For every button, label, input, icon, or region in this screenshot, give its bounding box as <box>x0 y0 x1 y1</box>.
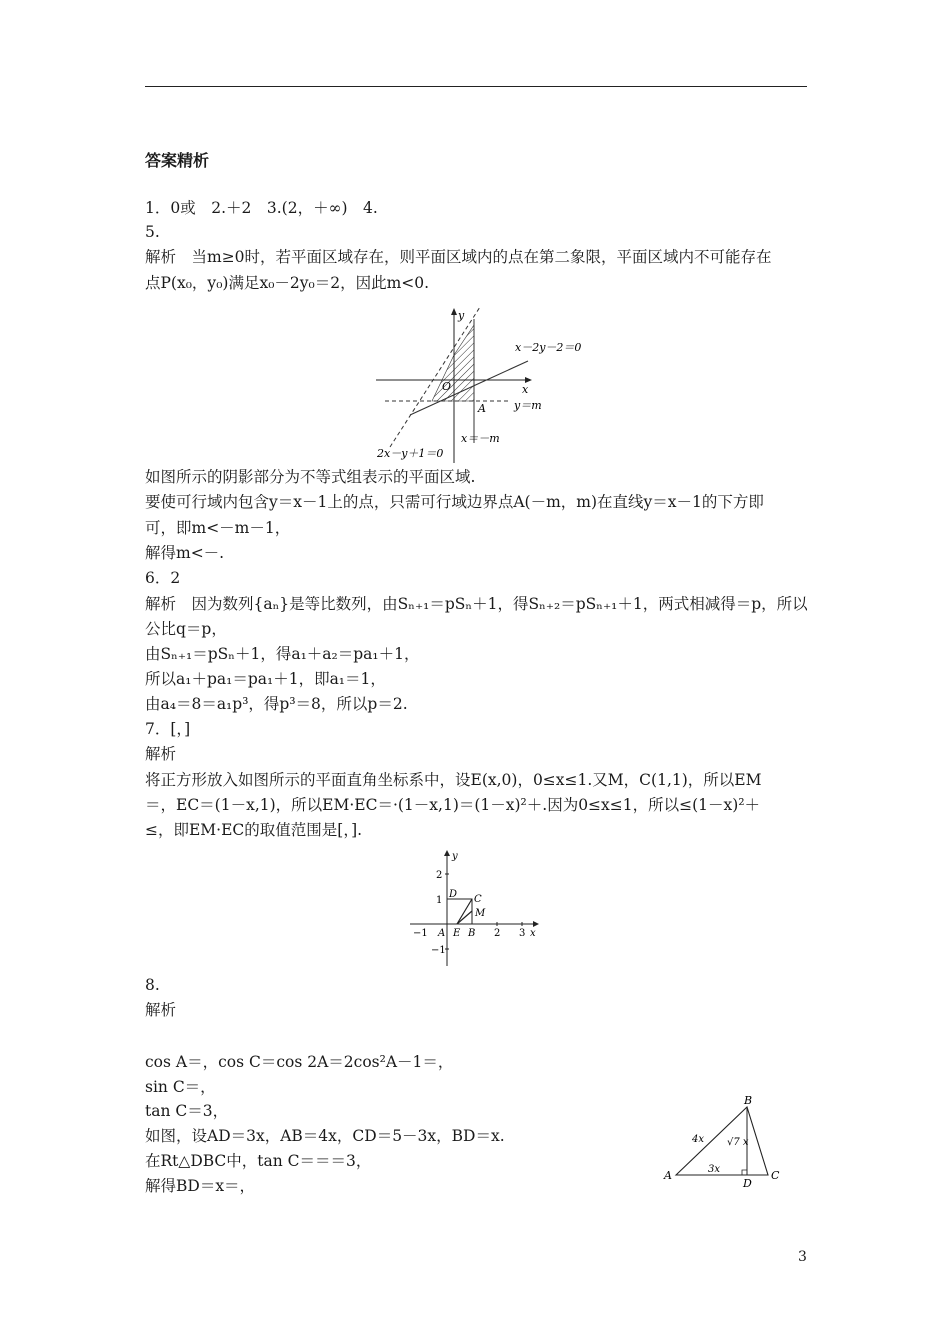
shaded-region <box>432 325 474 401</box>
point-m-label: M <box>475 908 486 919</box>
point-a-label: A <box>438 928 446 939</box>
answer-line: 将正方形放入如图所示的平面直角坐标系中，设E(x,0)，0≤x≤1.又M，C(1,1)，所以EM <box>145 771 762 789</box>
answer-line: 1．0或 2.＋2 3.(2，＋∞) 4. <box>145 199 378 217</box>
point-e-label: E <box>453 928 461 939</box>
answer-line: 解析 <box>145 745 177 763</box>
origin-label: O <box>442 380 452 393</box>
answer-line: 点P(x₀，y₀)满足x₀－2y₀＝2，因此m<0. <box>145 274 430 292</box>
vertex-b-label: B <box>744 1094 753 1107</box>
answer-line: sin C＝， <box>145 1078 216 1096</box>
answer-line: 所以a₁＋pa₁＝pa₁＋1，即a₁＝1， <box>145 670 386 688</box>
answer-line: 如图所示的阴影部分为不等式组表示的平面区域. <box>145 468 476 486</box>
triangle-figure <box>660 1092 790 1192</box>
right-angle-mark <box>742 1170 747 1175</box>
feasible-region-figure <box>370 305 590 465</box>
y-axis-label: y <box>452 851 458 862</box>
header-rule <box>145 86 807 87</box>
square-coordinate-figure <box>405 850 545 968</box>
line-label: x－2y－2＝0 <box>515 341 582 354</box>
x-axis-label: x <box>522 383 529 396</box>
point-b-label: B <box>468 928 476 939</box>
tick-label: −1 <box>431 945 446 956</box>
tick-label: 2 <box>494 928 501 939</box>
answer-line: tan C＝3， <box>145 1102 229 1120</box>
vector-ec <box>457 899 472 924</box>
answer-line: 解析 当m≥0时，若平面区域存在，则平面区域内的点在第二象限，平面区域内不可能存在 <box>145 248 772 266</box>
answer-line: 在Rt△DBC中，tan C＝＝＝3， <box>145 1152 372 1170</box>
point-a-label: A <box>478 402 486 415</box>
vertex-d-label: D <box>743 1177 752 1190</box>
answer-line: 8. <box>145 976 160 994</box>
answer-line: cos A＝，cos C＝cos 2A＝2cos²A－1＝， <box>145 1053 454 1071</box>
answer-line: 解析 因为数列{aₙ}是等比数列，由Sₙ₊₁＝pSₙ＋1，得Sₙ₊₂＝pSₙ₊₁＋1，两式相减得＝p，所以 <box>145 595 808 613</box>
answer-line: 如图，设AD＝3x，AB＝4x，CD＝5－3x，BD＝x. <box>145 1127 505 1145</box>
tick-label: 1 <box>436 895 443 906</box>
x-axis-arrow-icon <box>533 921 539 927</box>
tick-label: −1 <box>413 928 428 939</box>
answer-line: 5. <box>145 223 160 241</box>
point-d-label: D <box>449 889 458 900</box>
side-ab-label: 4x <box>692 1134 705 1145</box>
line-label: x＝－m <box>461 432 500 445</box>
answer-line: 公比q＝p， <box>145 620 227 638</box>
answer-line: 解析 <box>145 1001 177 1019</box>
side-ad-label: 3x <box>708 1164 721 1175</box>
answer-line: 解得BD＝x＝， <box>145 1177 256 1195</box>
side-bd-label: √7 x <box>727 1137 749 1148</box>
answer-line: ≤，即EM·EC的取值范围是[，]. <box>145 821 363 839</box>
answer-line: ＝，EC＝(1－x,1)，所以EM·EC＝·(1－x,1)＝(1－x)²＋.因为0≤x≤1，所以≤(1－x)²＋ <box>145 796 761 814</box>
answer-line: 6．2 <box>145 569 181 587</box>
tick-label: 2 <box>436 870 443 881</box>
answer-line: 由Sₙ₊₁＝pSₙ＋1，得a₁＋a₂＝pa₁＋1， <box>145 645 420 663</box>
line-label: 2x－y＋1＝0 <box>377 447 444 460</box>
triangle-abc <box>676 1107 768 1175</box>
line-label: y＝m <box>514 399 542 412</box>
vector-em <box>457 911 472 924</box>
section-title: 答案精析 <box>145 151 210 170</box>
answer-line: 要使可行域内包含y＝x－1上的点，只需可行域边界点A(－m，m)在直线y＝x－1的下方即 <box>145 493 764 511</box>
answer-line: 由a₄＝8＝a₁p³，得p³＝8，所以p＝2. <box>145 695 408 713</box>
page-number: 3 <box>798 1249 807 1265</box>
vertex-c-label: C <box>771 1169 780 1182</box>
tick-label: 3 <box>519 928 526 939</box>
y-axis-arrow-icon <box>444 850 450 856</box>
answer-line: 可，即m<－m－1， <box>145 519 291 537</box>
vertex-a-label: A <box>664 1169 672 1182</box>
x-axis-label: x <box>530 928 536 939</box>
y-axis-arrow-icon <box>451 308 457 315</box>
y-axis-label: y <box>458 309 465 322</box>
point-c-label: C <box>474 894 482 905</box>
answer-line: 7．[，] <box>145 720 191 738</box>
answer-line: 解得m<－. <box>145 544 225 562</box>
